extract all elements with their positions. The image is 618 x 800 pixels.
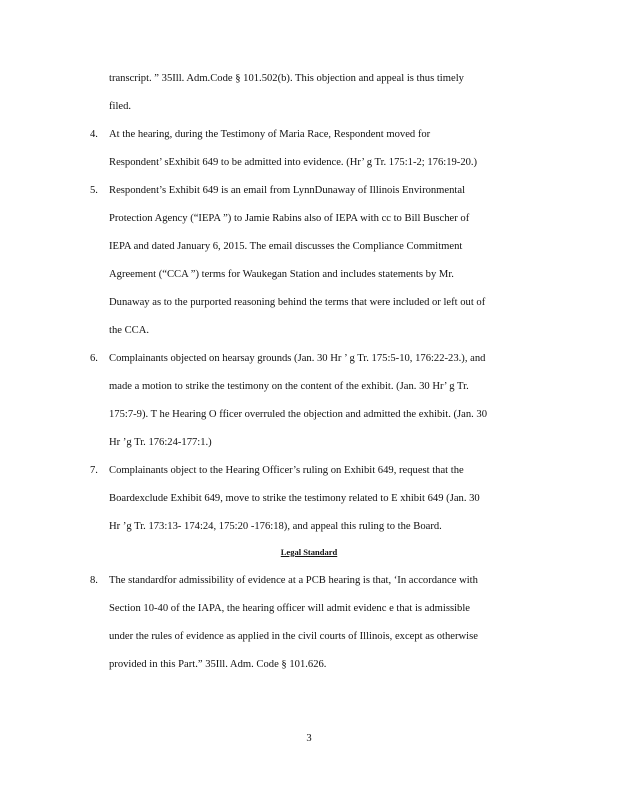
item-number: 4.	[90, 129, 98, 140]
paragraph-line: Section 10-40 of the IAPA, the hearing officer will admit evidenc e that is admissible	[109, 603, 470, 614]
item-number: 5.	[90, 185, 98, 196]
paragraph-line: At the hearing, during the Testimony of Maria Race, Respondent moved for	[109, 129, 431, 140]
paragraph-line: Complainants objected on hearsay grounds (Jan. 30 Hr ’ g Tr. 175:5-10, 176:22-23.), and	[109, 353, 486, 364]
section-heading	[0, 546, 618, 558]
paragraph-line: Complainants object to the Hearing Officer’s ruling on Exhibit 649, request that the	[109, 465, 464, 476]
item-number: 6.	[90, 353, 98, 364]
paragraph-line: Hr ’g Tr. 173:13- 174:24, 175:20 -176:18), and appeal this ruling to the Board.	[109, 521, 442, 532]
item-number: 7.	[90, 465, 98, 476]
paragraph-line: the CCA.	[109, 325, 150, 336]
paragraph-line: 175:7-9). T he Hearing O fficer overruled the objection and admitted the exhibit. (Jan. 30	[109, 409, 488, 420]
continuation-line: transcript. ” 35Ill. Adm.Code § 101.502(b). This objection and appeal is thus timely	[109, 73, 464, 84]
paragraph-line: provided in this Part.” 35Ill. Adm. Code § 101.626.	[109, 659, 327, 670]
paragraph-line: Agreement (“CCA ”) terms for Waukegan Station and includes statements by Mr.	[109, 269, 454, 280]
paragraph-line: Hr ’g Tr. 176:24-177:1.)	[109, 437, 212, 448]
paragraph-line: made a motion to strike the testimony on the content of the exhibit. (Jan. 30 Hr’ g Tr.	[109, 381, 469, 392]
paragraph-line: IEPA and dated January 6, 2015. The email discusses the Compliance Commitment	[109, 241, 463, 252]
continuation-line: filed.	[109, 101, 132, 112]
paragraph-line: Protection Agency (“IEPA ”) to Jamie Rabins also of IEPA with cc to Bill Buscher of	[109, 213, 470, 224]
paragraph-line: Boardexclude Exhibit 649, move to strike the testimony related to E xhibit 649 (Jan. 30	[109, 493, 480, 504]
paragraph-line: Dunaway as to the purported reasoning behind the terms that were included or left out of	[109, 297, 486, 308]
section-heading-text: Legal Standard	[280, 547, 338, 557]
paragraph-line: Respondent’s Exhibit 649 is an email from LynnDunaway of Illinois Environmental	[109, 185, 466, 196]
page-number: 3	[306, 733, 312, 744]
paragraph-line: Respondent’ sExhibit 649 to be admitted into evidence. (Hr’ g Tr. 175:1-2; 176:19-20.)	[109, 157, 478, 168]
item-number: 8.	[90, 575, 98, 586]
paragraph-line: under the rules of evidence as applied in the civil courts of Illinois, except as otherwise	[109, 631, 478, 642]
paragraph-line: The standardfor admissibility of evidence at a PCB hearing is that, ‘In accordance with	[109, 575, 478, 586]
